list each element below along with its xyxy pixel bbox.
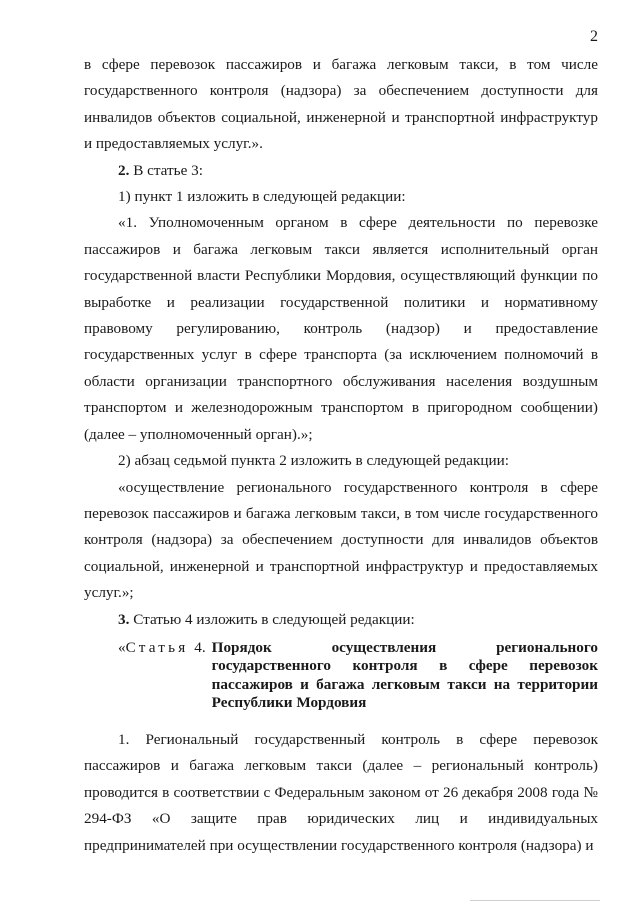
article-word: Статья [125,638,189,656]
item-number: 3. [118,610,130,628]
item-number: 2. [118,161,130,179]
scan-artifact-line [470,900,600,901]
item-text: Статью 4 изложить в следующей редакции: [133,610,415,628]
paragraph-continuation: в сфере перевозок пассажиров и багажа легковым такси, в том числе государственного контроля (надзора) за обеспечением доступности для инвалидов объектов социальной, инженерной и транспортной инфраструктур и предоставляемых услуг.». [84,56,598,153]
paragraph-item-3 [84,607,598,633]
article-heading [84,635,598,713]
paragraph-item-2 [84,158,598,184]
page-number: 2 [590,28,598,45]
article-title: Порядок осуществления регионального государственного контроля в сфере перевозок пассажиров и багажа легковым такси на территории Республики Мордовия [211,638,598,712]
paragraph-quoted-clause-2: «осуществление регионального государственного контроля в сфере перевозок пассажиров и багажа легковым такси, в том числе государственного контроля (надзора) за обеспечением доступности для инвалидов объектов социальной, инженерной и транспортной инфраструктур и предоставляемых услуг.»; [84,478,598,602]
paragraph-subitem-1: 1) пункт 1 изложить в следующей редакции: [118,188,406,206]
paragraph-article-clause-1: 1. Региональный государственный контроль в сфере перевозок пассажиров и багажа легковым такси (далее – региональный контроль) проводится в соответствии с Федеральным законом от 26 декабря 2008 года № 294-ФЗ «О защите прав юридических лиц и индивидуальных предпринимателей при осуществлении государственного контроля (надзора) и [84,730,598,854]
paragraph-subitem-2: 2) абзац седьмой пункта 2 изложить в следующей редакции: [118,452,509,470]
article-label [84,635,206,713]
item-text: В статье 3: [133,161,203,179]
document-body [84,52,598,859]
paragraph-quoted-clause-1: «1. Уполномоченным органом в сфере деятельности по перевозке пассажиров и багажа легковым такси является исполнительный орган государственной власти Республики Мордовия, осуществляющий функции по выработке и реализации государственной политики и нормативному правовому регулированию, контроль (надзор) и предоставление государственных услуг в сфере транспорта (за исключением полномочий в области организации транспортного обслуживания населения воздушным транспортом и железнодорожным транспортом в пригородном сообщении) (далее – уполномоченный орган).»; [84,214,598,443]
article-number: 4. [194,638,206,656]
article-quote: « [118,638,126,656]
